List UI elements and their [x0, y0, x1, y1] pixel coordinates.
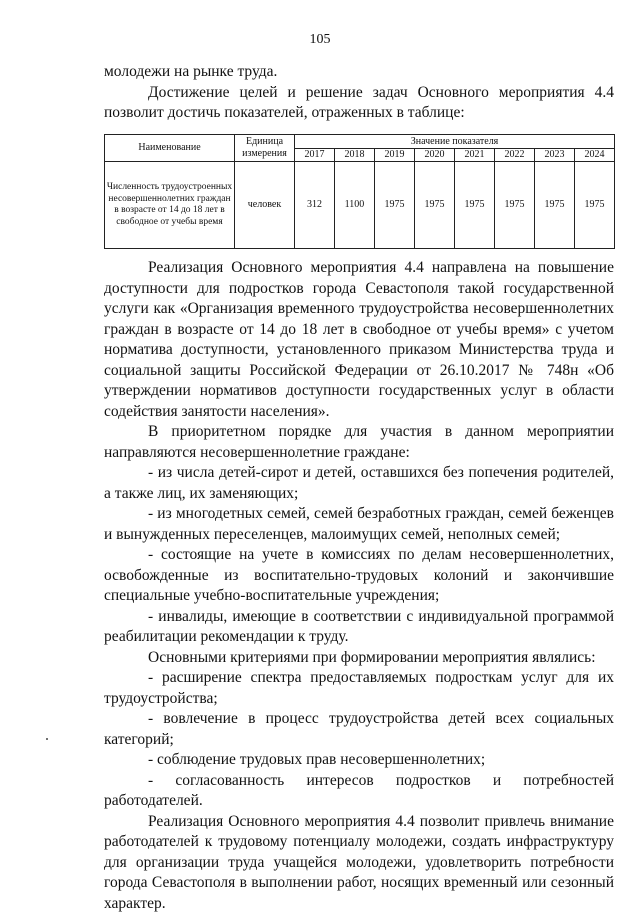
value-cell: 1975 [575, 162, 615, 249]
list-item: - соблюдение трудовых прав несовершеннолетних; [104, 750, 614, 771]
year-header: 2020 [415, 149, 455, 162]
list-item: - состоящие на учете в комиссиях по делам несовершеннолетних, освобожденные из воспитательно-трудовых колоний и закончившие специальные учебно-воспитательные учреждения; [104, 545, 614, 607]
indicator-unit: человек [235, 162, 295, 249]
intro-block [104, 62, 614, 124]
intro-line: молодежи на рынке труда. [104, 62, 614, 83]
year-header: 2017 [295, 149, 335, 162]
header-unit: Единица измерения [235, 135, 295, 162]
page-number: 105 [0, 32, 640, 48]
header-name: Наименование [105, 135, 235, 162]
value-cell: 1975 [535, 162, 575, 249]
paragraph: В приоритетном порядке для участия в данном мероприятии направляются несовершеннолетние граждане: [104, 422, 614, 463]
body-text [104, 258, 614, 914]
list-item: - вовлечение в процесс трудоустройства детей всех социальных категорий; [104, 709, 614, 750]
value-cell: 1975 [415, 162, 455, 249]
list-item: - согласованность интересов подростков и потребностей работодателей. [104, 771, 614, 812]
value-cell: 1975 [495, 162, 535, 249]
indicators-table [104, 134, 615, 249]
value-cell: 312 [295, 162, 335, 249]
year-header: 2019 [375, 149, 415, 162]
list-item: - из числа детей-сирот и детей, оставшихся без попечения родителей, а также лиц, их заменяющих; [104, 463, 614, 504]
value-cell: 1975 [375, 162, 415, 249]
indicator-name: Численность трудоустроенных несовершеннолетних граждан в возрасте от 14 до 18 лет в свободное от учебы время [105, 162, 235, 249]
year-header: 2018 [335, 149, 375, 162]
value-cell: 1100 [335, 162, 375, 249]
paragraph: Основными критериями при формировании мероприятия являлись: [104, 648, 614, 669]
year-header: 2022 [495, 149, 535, 162]
value-cell: 1975 [455, 162, 495, 249]
year-header: 2023 [535, 149, 575, 162]
intro-paragraph: Достижение целей и решение задач Основного мероприятия 4.4 позволит достичь показателей, отраженных в таблице: [104, 83, 614, 124]
list-item: - инвалиды, имеющие в соответствии с индивидуальной программой реабилитации рекомендации к труду. [104, 607, 614, 648]
year-header: 2021 [455, 149, 495, 162]
paragraph: Реализация Основного мероприятия 4.4 позволит привлечь внимание работодателей к трудовому потенциалу молодежи, создать инфраструктуру для организации труда учащейся молодежи, удовлетворить потребности города Севастополя в выполнении работ, носящих временный или сезонный характер. [104, 812, 614, 914]
list-item: - расширение спектра предоставляемых подросткам услуг для их трудоустройства; [104, 668, 614, 709]
paragraph: Реализация Основного мероприятия 4.4 направлена на повышение доступности для подростков города Севастополя такой государственной услуги как «Организация временного трудоустройства несовершеннолетних граждан в возрасте от 14 до 18 лет в свободное от учебы время» с учетом норматива доступности, установленного приказом Министерства труда и социальной защиты Российской Федерации от 26.10.2017 № 748н «Об утверждении нормативов доступности государственных услуг в области содействия занятости населения». [104, 258, 614, 422]
list-item: - из многодетных семей, семей безработных граждан, семей беженцев и вынужденных переселенцев, малоимущих семей, неполных семей; [104, 504, 614, 545]
header-values: Значение показателя [295, 135, 615, 149]
scan-speck [46, 738, 48, 740]
table-row [105, 162, 615, 249]
year-header: 2024 [575, 149, 615, 162]
